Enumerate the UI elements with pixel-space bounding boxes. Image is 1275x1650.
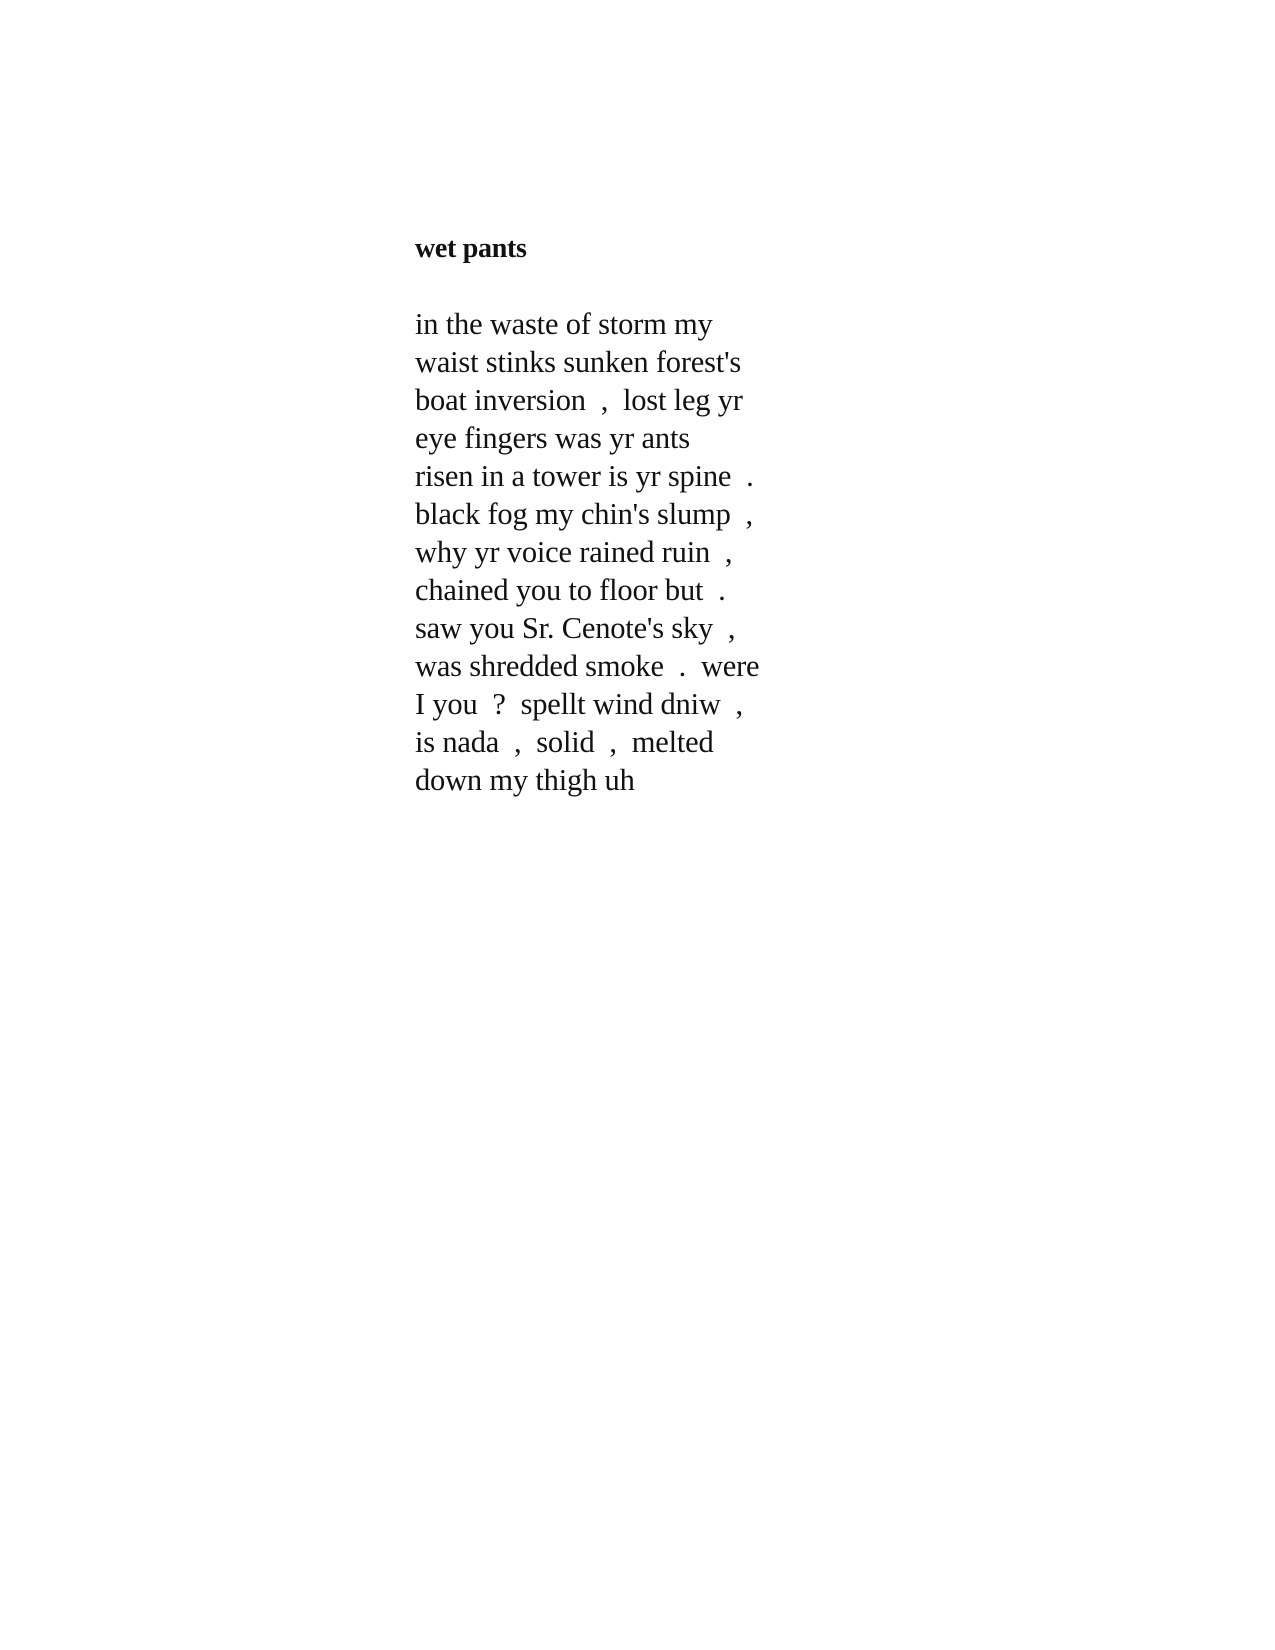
poem-line: was shredded smoke . were [415,649,760,683]
poem-line: chained you to floor but . [415,573,726,607]
poem-line: down my thigh uh [415,763,635,797]
poem-body [415,305,935,799]
poem-line: saw you Sr. Cenote's sky , [415,611,736,645]
poem-line: I you ? spellt wind dniw , [415,687,743,721]
poem-line: eye fingers was yr ants [415,421,690,455]
poem-line: black fog my chin's slump , [415,497,753,531]
poem-line: why yr voice rained ruin , [415,535,733,569]
poem-line: risen in a tower is yr spine . [415,459,754,493]
poem-title: wet pants [415,233,527,264]
poem-line: is nada , solid , melted [415,725,714,759]
poem-line: in the waste of storm my [415,307,713,341]
poem-line: boat inversion , lost leg yr [415,383,743,417]
poem-line: waist stinks sunken forest's [415,345,742,379]
poem [415,230,935,799]
